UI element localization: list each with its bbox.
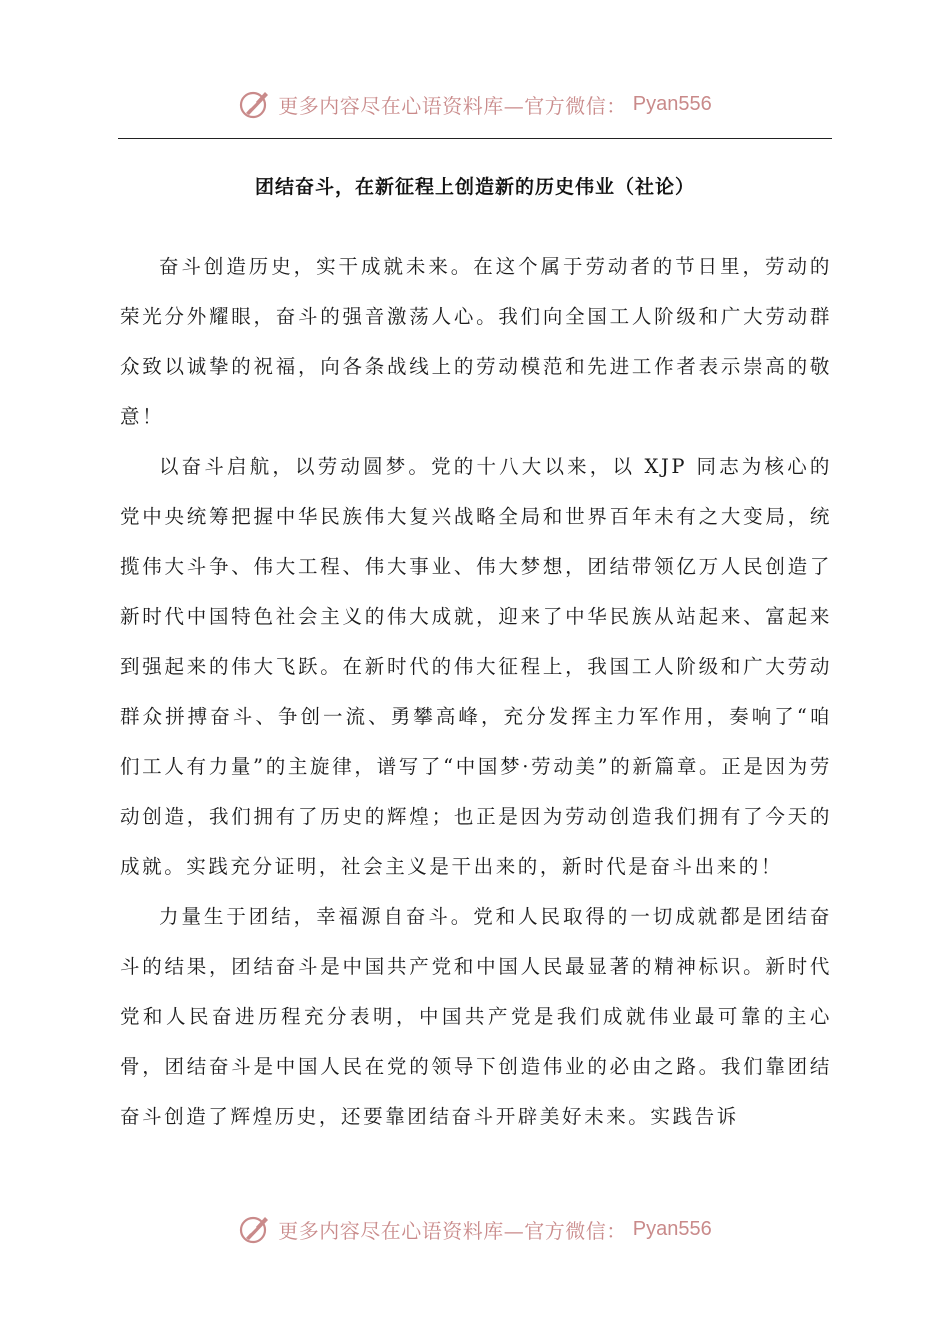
document-title: 团结奋斗，在新征程上创造新的历史伟业（社论） [254,176,695,198]
paragraph: 以奋斗启航，以劳动圆梦。党的十八大以来，以 XJP 同志为核心的党中央统筹把握中华民族伟大复兴战略全局和世界百年未有之大变局，统揽伟大斗争、伟大工程、伟大事业、伟大梦想，团结带领亿万人民创造了新时代中国特色社会主义的伟大成就，迎来了中华民族从站起来、富起来到强起来的伟大飞跃。在新时代的伟大征程上，我国工人阶级和广大劳动群众拼搏奋斗、争创一流、勇攀高峰，充分发挥主力军作用，奏响了“咱们工人有力量”的主旋律，谱写了“中国梦·劳动美”的新篇章。正是因为劳动创造，我们拥有了历史的辉煌；也正是因为劳动创造我们拥有了今天的成就。实践充分证明，社会主义是干出来的，新时代是奋斗出来的！ [120,455,832,878]
watermark-wechat-id: Pyan556 [632,1217,712,1240]
quill-circle-logo-icon [238,1212,272,1246]
paragraph: 奋斗创造历史，实干成就未来。在这个属于劳动者的节日里，劳动的荣光分外耀眼，奋斗的强音激荡人心。我们向全国工人阶级和广大劳动群众致以诚挚的祝福，向各条战线上的劳动模范和先进工作者表示崇高的敬意！ [120,255,832,428]
header-divider [118,138,832,139]
watermark-text: 更多内容尽在心语资料库—官方微信： [278,1218,627,1243]
document-body [120,242,832,1142]
footer-watermark [0,1209,950,1249]
paragraph: 力量生于团结，幸福源自奋斗。党和人民取得的一切成就都是团结奋斗的结果，团结奋斗是中国共产党和中国人民最显著的精神标识。新时代党和人民奋进历程充分表明，中国共产党是我们成就伟业最可靠的主心骨，团结奋斗是中国人民在党的领导下创造伟业的必由之路。我们靠团结奋斗创造了辉煌历史，还要靠团结奋斗开辟美好未来。实践告诉 [120,905,832,1128]
header-watermark [0,84,950,124]
watermark-text: 更多内容尽在心语资料库—官方微信： [278,93,627,118]
quill-circle-logo-icon [238,87,272,121]
watermark-wechat-id: Pyan556 [632,92,712,115]
